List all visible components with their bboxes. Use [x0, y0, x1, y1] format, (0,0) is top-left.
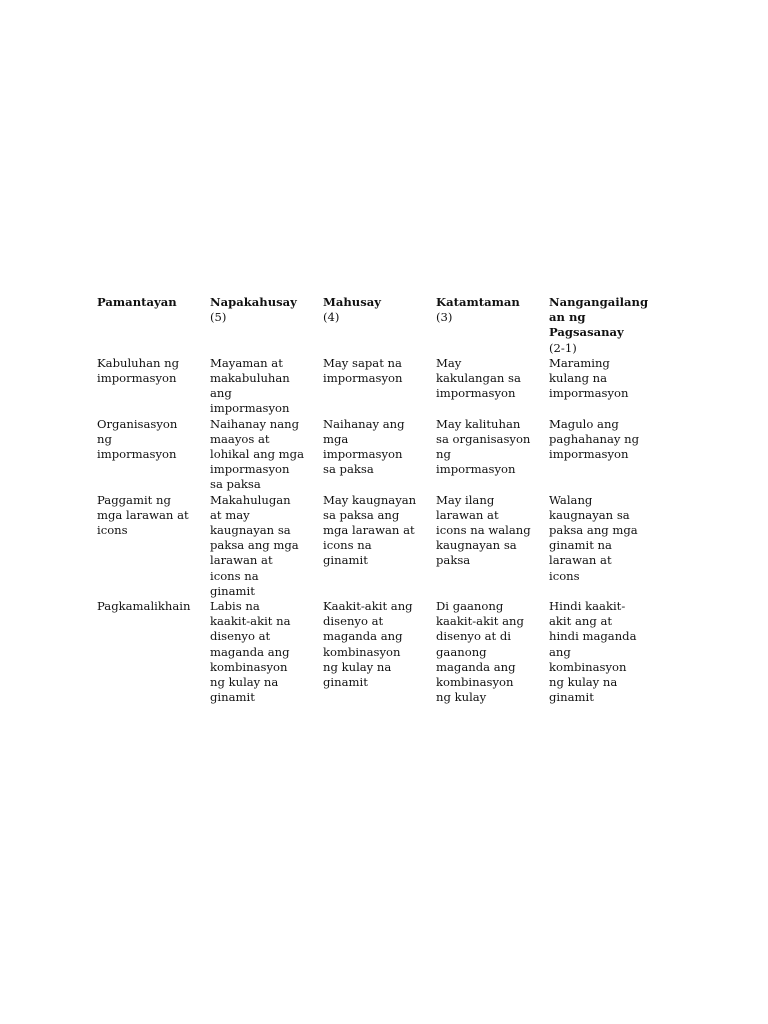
cell-text: Kaakit-akit ang disenyo at maganda ang kombinasyon ng kulay na ginamit	[323, 599, 413, 690]
table-row	[97, 599, 662, 705]
rubric-cell	[210, 599, 323, 705]
header-score: (3)	[436, 310, 453, 325]
header-score: (2-1)	[549, 340, 577, 355]
rubric-cell	[210, 417, 323, 493]
cell-text: Walang kaugnayan sa paksa ang mga ginamit na larawan at icons	[549, 492, 638, 583]
rubric-cell	[323, 599, 436, 690]
table-row	[97, 493, 662, 599]
header-title: Pamantayan	[97, 295, 177, 309]
cell-text: Naihanay ang mga impormasyon sa paksa	[323, 416, 405, 477]
cell-text: Makahulugan at may kaugnayan sa paksa ang mga larawan at icons na ginamit	[210, 492, 299, 598]
criterion-label: Pagkamalikhain	[97, 599, 191, 614]
cell-text: May kalituhan sa organisasyon ng impormasyon	[436, 416, 531, 477]
rubric-cell	[436, 417, 549, 478]
header-title: Mahusay	[323, 295, 381, 309]
criterion-label: Kabuluhan ng impormasyon	[97, 355, 180, 386]
criterion-cell	[97, 493, 210, 539]
cell-text: Hindi kaakit- akit ang at hindi maganda ang kombinasyon ng kulay na ginamit	[549, 599, 637, 705]
header-title: Nangangailang an ng Pagsasanay	[549, 295, 649, 340]
rubric-cell	[323, 356, 436, 386]
rubric-cell	[549, 417, 662, 463]
cell-text: Maraming kulang na impormasyon	[549, 355, 629, 401]
cell-text: Mayaman at makabuluhan ang impormasyon	[210, 355, 290, 416]
cell-text: May sapat na impormasyon	[323, 355, 403, 386]
cell-text: Di gaanong kaakit-akit ang disenyo at di gaanong maganda ang kombinasyon ng kulay	[436, 599, 524, 705]
criterion-cell	[97, 599, 210, 614]
header-score: (4)	[323, 310, 340, 325]
criterion-cell	[97, 417, 210, 463]
header-mahusay	[323, 295, 436, 325]
header-title: Katamtaman	[436, 295, 520, 309]
rubric-table	[97, 295, 662, 705]
header-napakahusay	[210, 295, 323, 325]
header-row	[97, 295, 662, 356]
header-title: Napakahusay	[210, 295, 297, 309]
rubric-cell	[436, 493, 549, 569]
cell-text: May ilang larawan at icons na walang kaugnayan sa paksa	[436, 492, 531, 568]
table-row	[97, 417, 662, 493]
rubric-cell	[323, 493, 436, 569]
rubric-cell	[549, 356, 662, 402]
header-katamtaman	[436, 295, 549, 325]
header-nangangailangan	[549, 295, 662, 356]
table-row	[97, 356, 662, 417]
cell-text: Naihanay nang maayos at lohikal ang mga impormasyon sa paksa	[210, 416, 305, 492]
cell-text: Magulo ang paghahanay ng impormasyon	[549, 416, 640, 462]
cell-text: May kaugnayan sa paksa ang mga larawan at icons na ginamit	[323, 492, 417, 568]
rubric-cell	[436, 356, 549, 402]
criterion-label: Organisasyon ng impormasyon	[97, 416, 178, 462]
rubric-cell	[549, 599, 662, 705]
header-score: (5)	[210, 310, 227, 325]
header-pamantayan	[97, 295, 210, 310]
rubric-cell	[210, 356, 323, 417]
criterion-label: Paggamit ng mga larawan at icons	[97, 492, 189, 538]
rubric-cell	[323, 417, 436, 478]
rubric-cell	[549, 493, 662, 584]
criterion-cell	[97, 356, 210, 386]
rubric-cell	[210, 493, 323, 599]
cell-text: May kakulangan sa impormasyon	[436, 355, 521, 401]
cell-text: Labis na kaakit-akit na disenyo at maganda ang kombinasyon ng kulay na ginamit	[210, 599, 291, 705]
rubric-cell	[436, 599, 549, 705]
